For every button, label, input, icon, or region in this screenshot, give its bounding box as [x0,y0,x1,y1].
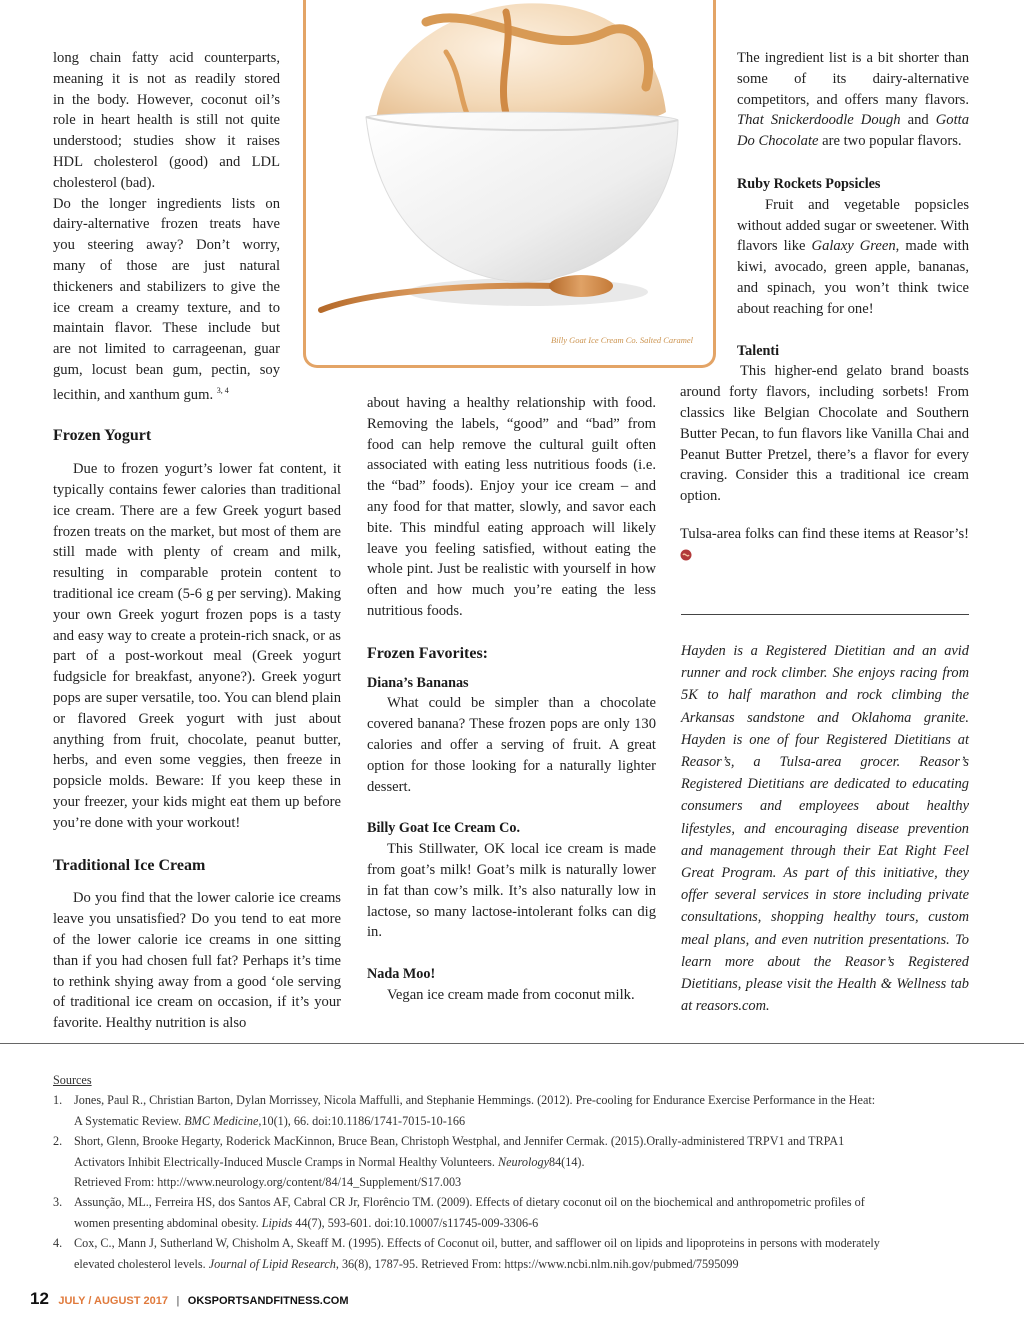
text-fragment: women presenting abdominal obesity. [74,1215,259,1230]
text-fragment: 44(7), 593-601. doi:10.10007/s11745-009-3306-6 [295,1215,539,1230]
text-line: dairy-alternative frozen treats have [53,216,280,233]
healthy-relationship-paragraph: about having a healthy relationship with food. Removing the labels, “good” and “bad” from food can help remove the cultural guilt often associated with eating less nutritious foods (i.e. the “bad” foods). Enjoy your ice cream – and any food for that matter, slowly, and savor each bite. This mindful eating approach will likely leave you feeling satisfied, without eating the whole pint. Just be realistic with yourself in how often and how much you’re eating the less nutritious foods. [367,395,656,619]
source-number: 3. [53,1195,63,1210]
text-line: meaning it is not as readily stored [53,70,280,87]
text-fragment: Tulsa-area folks can find these items at Reasor’s! [680,525,969,542]
source-line: Cox, C., Mann J, Sutherland W, Chisholm A, Skeaff M. (1995). Effects of Coconut oil, butter, and safflower oil on lipids and lipoproteins in persons with moderately [74,1236,880,1251]
footer-separator: | [176,1295,180,1307]
text-line: you steering away? Don’t worry, [53,237,280,254]
journal-name: Lipids [261,1215,293,1230]
text-line: gum, locust bean gum, pectin, soy [53,361,280,378]
text-line: many of those are just natural [53,257,280,274]
logo-icon [680,547,692,568]
text-line: understood; studies show it raises [53,133,280,150]
coconut-oil-paragraph [53,48,280,194]
text-fragment: lecithin, and xanthum gum. [53,386,214,403]
page-number: 12 [30,1289,49,1308]
column-middle [367,393,656,1006]
source-line: Short, Glenn, Brooke Hegarty, Roderick MacKinnon, Bruce Bean, Christoph Westphal, and Jennifer Cermak. (2015).Orally-administered TRPV1 and TRPA1 [74,1134,845,1149]
text-line: Do the longer ingredients lists on [53,195,280,212]
text-fragment: are two popular flavors. [822,133,962,150]
sources-section [53,1070,973,1274]
column-right [680,48,969,568]
traditional-ice-cream-heading: Traditional Ice Cream [53,856,206,874]
ruby-rockets-paragraph [737,195,969,320]
text-fragment: , made with kiwi, avocado, green apple, bananas, and spinach, you won’t think twice about reaching for one! [737,238,969,317]
photo-caption: Billy Goat Ice Cream Co. Salted Caramel [550,335,693,345]
source-line [74,1111,973,1131]
source-line [74,1213,973,1233]
text-fragment: elevated cholesterol levels. [74,1256,206,1271]
talenti-heading: Talenti [737,342,780,359]
text-fragment: Fruit and vegetable popsicles without added sugar or sweetener. With flavors like [737,196,969,255]
source-item [53,1192,973,1233]
text-line: role in heart health is still not quite [53,112,280,129]
text-line: in the body. However, coconut oil’s [53,91,280,108]
journal-name: BMC Medicine [184,1113,259,1128]
spoon-bowl [549,275,613,297]
nada-moo-paragraph: Vegan ice cream made from coconut milk. [387,986,635,1003]
text-fragment: The ingredient list is a bit shorter than some of its dairy-alternative competitors, and offers many flavors. [737,50,969,108]
frozen-yogurt-paragraph: Due to frozen yogurt’s lower fat content, it typically contains fewer calories than traditional ice cream. There are a few Greek yogurt based frozen treats on the market, but most of them are still made with plenty of cream and milk, resulting in comparable protein content to traditional ice cream (5-6 g per serving). Making your own Greek yogurt frozen pops is a tasty and easy way to create a protein-rich snack, or as part of a post-workout meal (Greek yogurt fudgsicle for breakfast, anyone?). Greek yogurt pops are super versatile, too. You can blend plain or flavored Greek yogurt with just about anything from fruit, chocolate, peanut butter, herbs, and even some veggies, then freeze in popsicle molds. Beware: If you keep these in your freezer, your kids might eat them up before you’re done with your workout! [53,461,341,831]
text-fragment: ,10(1), 66. doi:10.1186/1741-7015-10-166 [258,1113,466,1128]
source-number: 1. [53,1093,63,1108]
text-fragment: , 36(8), 1787-95. Retrieved From: https://www.ncbi.nlm.nih.gov/pubmed/7595099 [335,1256,739,1271]
frozen-yogurt-heading: Frozen Yogurt [53,427,152,445]
text-line: maintain flavor. These include but [53,320,280,337]
text-line: long chain fatty acid counterparts, [53,50,280,66]
source-line: Retrieved From: http://www.neurology.org/content/84/14_Supplement/S17.003 [74,1175,462,1190]
right-upper-block [680,48,969,361]
flavor-name: Galaxy Green [811,238,896,255]
author-bio: Hayden is a Registered Dietitian and an avid runner and rock climber. She enjoys racing from 5K to half marathon and rock climbing the Arkansas sandstone and Oklahoma granite. Hayden is one of four Registered Dietitians at Reasor’s, a Tulsa-area grocer. Reasor’s Registered Dietitians are dedicated to educating consumers and employees about healthy lifestyles, and encouraging disease prevention and management through their Eat Right Feel Great Program. As part of this initiative, they offer several services in store including private consultations, shopping healthy tours, custom meal plans, and even nutrition presentations. To learn more about the Reasor’s Registered Dietitians, please visit the Health & Wellness tab at reasors.com. [681,643,969,1015]
tulsa-paragraph [680,524,969,568]
ice-cream-bowl-illustration [306,0,713,365]
photo-frame [303,0,716,368]
source-number: 2. [53,1134,63,1149]
sources-heading: Sources [53,1073,92,1087]
text-line: thickeners and stabilizers to give the [53,278,280,295]
white-bowl [366,112,678,282]
frozen-favorites-heading: Frozen Favorites: [367,644,488,662]
text-fragment: Activators Inhibit Electrically-Induced Muscle Cramps in Normal Healthy Volunteers. [74,1154,495,1169]
text-line [53,381,280,406]
text-line: HDL cholesterol (good) and LDL [53,153,280,170]
text-line: ice cream a creamy texture, and to [53,299,280,316]
text-fragment: and [907,112,929,129]
source-number: 4. [53,1236,63,1251]
traditional-ice-cream-paragraph: Do you find that the lower calorie ice creams leave you unsatisfied? Do you tend to eat more of the lower calorie ice creams in one sitting than if you had chosen full fat? Perhaps it’s time to rethink shying away from a good ‘ole serving of traditional ice cream on occasion, if it’s your favorite. Healthy nutrition is also [53,890,341,1032]
nada-moo-continued-paragraph [737,48,969,152]
nada-moo-heading: Nada Moo! [367,966,436,983]
source-line [74,1254,973,1274]
citation-superscript: 3, 4 [216,385,229,395]
source-line: Jones, Paul R., Christian Barton, Dylan Morrissey, Nicola Maffulli, and Stephanie Hemmings. (2012). Pre-cooling for Endurance Exercise Performance in the Heat: [74,1093,876,1108]
section-divider [681,614,969,615]
dianas-bananas-heading: Diana’s Bananas [367,674,469,691]
text-line: cholesterol (bad). [53,174,156,191]
talenti-paragraph: This higher-end gelato brand boasts around forty flavors, including sorbets! From classics like Belgian Chocolate and Southern Butter Pecan, to fun flavors like Vanilla Chai and Peanut Butter Pretzel, there’s a flavor for every craving. Consider this a traditional ice cream option. [680,363,969,505]
flavor-name: Gotta Do Chocolate [737,112,969,150]
ingredients-paragraph [53,194,280,406]
page-footer [30,1289,349,1309]
issue-date: JULY / AUGUST 2017 [58,1295,169,1307]
source-item [53,1131,973,1192]
dianas-bananas-paragraph: What could be simpler than a chocolate covered banana? These frozen pops are only 130 calories and offer a serving of fruit. A great option for those looking for a naturally lighter dessert. [367,695,656,795]
text-fragment: 84(14). [548,1154,585,1169]
text-line: are not limited to carrageenan, guar [53,341,280,358]
sources-divider [0,1043,1024,1044]
site-name: OKSPORTSANDFITNESS.COM [187,1295,349,1307]
billy-goat-heading: Billy Goat Ice Cream Co. [367,820,521,837]
billy-goat-paragraph: This Stillwater, OK local ice cream is made from goat’s milk! Goat’s milk is naturally lower in fat than cow’s milk. It’s also naturally low in lactose, so many lactose-intolerant folks can dig in. [367,841,656,941]
source-item [53,1090,973,1131]
flavor-name: That Snickerdoodle Dough [737,112,901,129]
journal-name: Journal of Lipid Research [208,1256,336,1271]
column-left [53,48,341,1034]
text-fragment: A Systematic Review. [74,1113,182,1128]
ruby-rockets-heading: Ruby Rockets Popsicles [737,175,881,192]
journal-name: Neurology [497,1154,549,1169]
source-line [74,1152,973,1172]
source-line: Assunção, ML., Ferreira HS, dos Santos AF, Cabral CR Jr, Florêncio TM. (2009). Effects of dietary coconut oil on the biochemical and anthropometric profiles of [74,1195,865,1210]
source-item [53,1233,973,1274]
